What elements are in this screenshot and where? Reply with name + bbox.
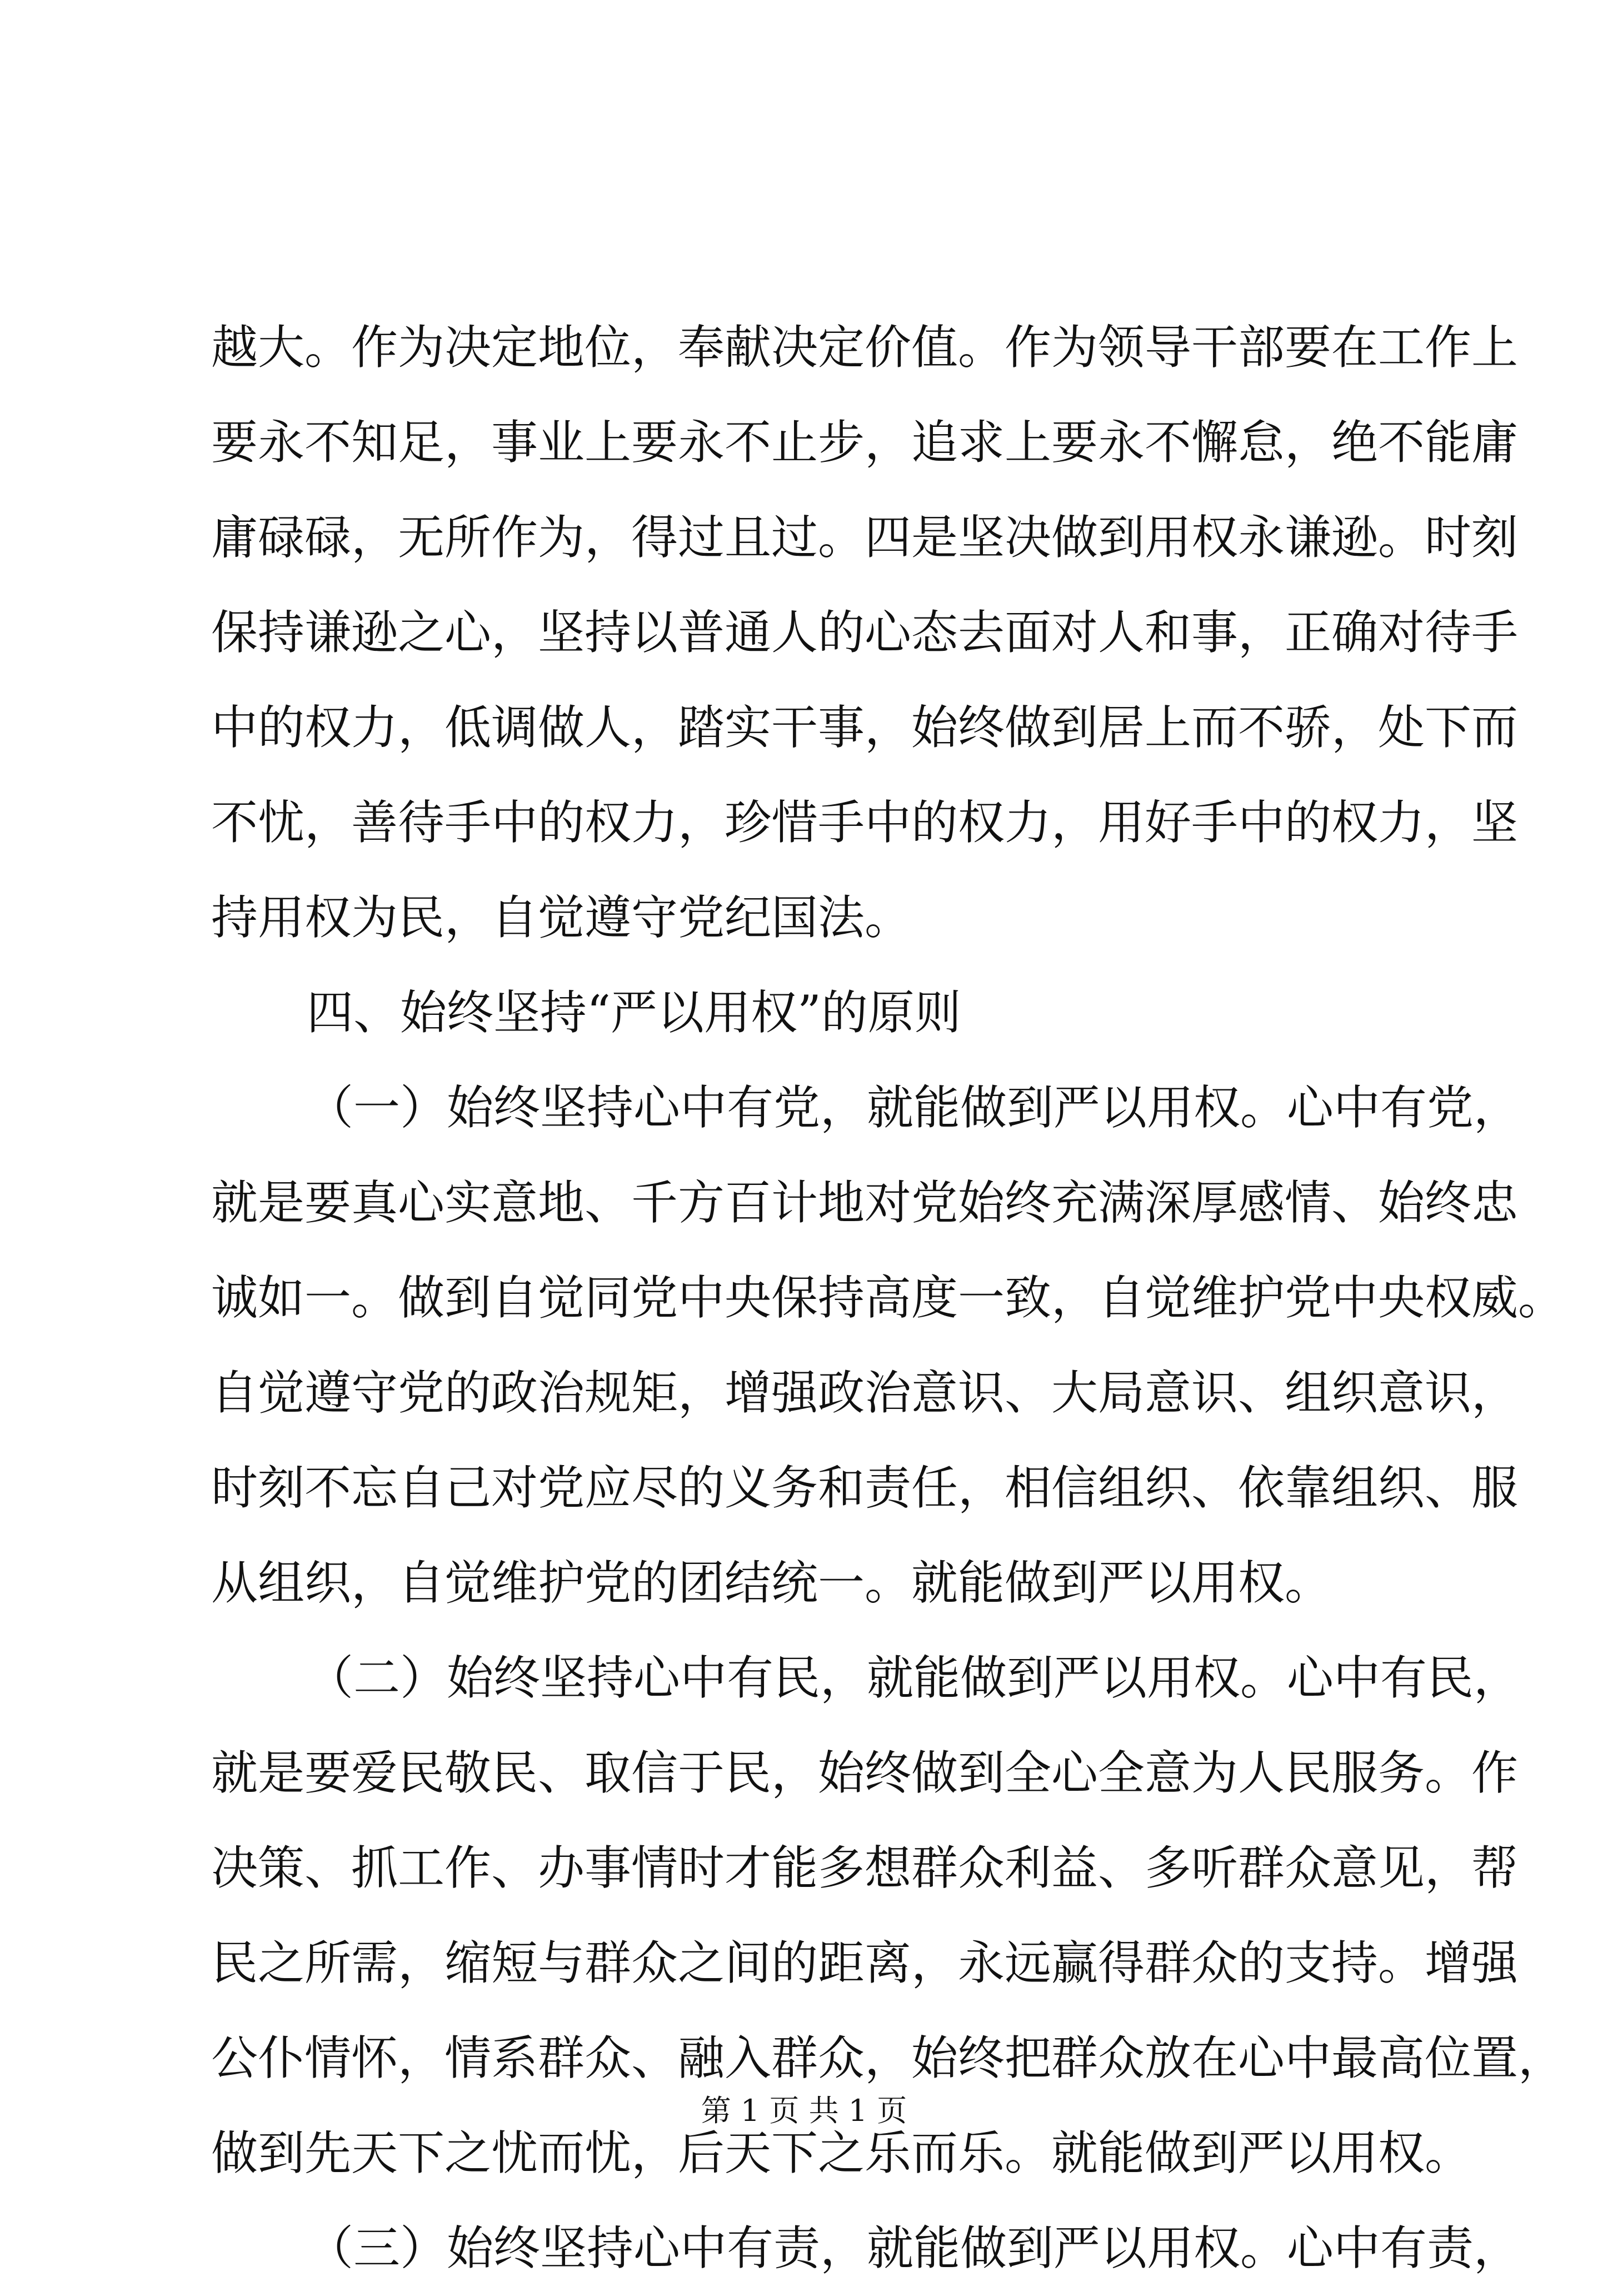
text-line: 自觉遵守党的政治规矩，增强政治意识、大局意识、组织意识， xyxy=(211,1366,1519,1420)
text-line: 要永不知足，事业上要永不止步，追求上要永不懈怠，绝不能庸 xyxy=(211,415,1519,470)
text-line: 持用权为民，自觉遵守党纪国法。 xyxy=(211,890,912,945)
text-line: 中的权力，低调做人，踏实干事，始终做到居上而不骄，处下而 xyxy=(211,700,1519,755)
text-line: 就是要真心实意地、千方百计地对党始终充满深厚感情、始终忠 xyxy=(211,1176,1519,1230)
text-line: （二）始终坚持心中有民，就能做到严以用权。心中有民， xyxy=(307,1651,1521,1705)
text-line: 诚如一。做到自觉同党中央保持高度一致，自觉维护党中央权威。 xyxy=(211,1271,1565,1325)
text-line: 庸碌碌，无所作为，得过且过。四是坚决做到用权永谦逊。时刻 xyxy=(211,510,1519,565)
section-heading: 四、始终坚持“严以用权”的原则 xyxy=(307,985,961,1040)
text-line: （一）始终坚持心中有党，就能做到严以用权。心中有党， xyxy=(307,1080,1521,1135)
text-line: 公仆情怀，情系群众、融入群众，始终把群众放在心中最高位置， xyxy=(211,2031,1565,2085)
body-text xyxy=(211,300,1565,2296)
text-line: （三）始终坚持心中有责，就能做到严以用权。心中有责， xyxy=(307,2221,1521,2275)
text-line: 从组织，自觉维护党的团结统一。就能做到严以用权。 xyxy=(211,1556,1332,1610)
text-line: 民之所需，缩短与群众之间的距离，永远赢得群众的支持。增强 xyxy=(211,1936,1519,1990)
text-line: 保持谦逊之心，坚持以普通人的心态去面对人和事，正确对待手 xyxy=(211,605,1519,660)
text-line: 就是要爱民敬民、取信于民，始终做到全心全意为人民服务。作 xyxy=(211,1746,1519,1800)
page-footer: 第 1 页 共 1 页 xyxy=(701,2093,907,2128)
text-line: 决策、抓工作、办事情时才能多想群众利益、多听群众意见，帮 xyxy=(211,1841,1519,1895)
text-line: 做到先天下之忧而忧，后天下之乐而乐。就能做到严以用权。 xyxy=(211,2126,1472,2180)
text-line: 越大。作为决定地位，奉献决定价值。作为领导干部要在工作上 xyxy=(211,320,1519,375)
text-line: 不忧，善待手中的权力，珍惜手中的权力，用好手中的权力，坚 xyxy=(211,795,1519,850)
text-line: 时刻不忘自己对党应尽的义务和责任，相信组织、依靠组织、服 xyxy=(211,1461,1519,1515)
